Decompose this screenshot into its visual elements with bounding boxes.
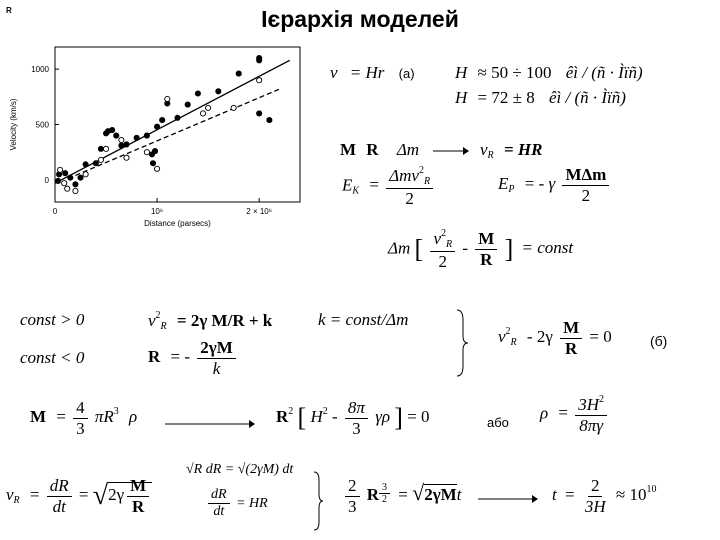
data-point-open — [73, 188, 78, 193]
energy-conservation-eq: Δm [ $\frac{\nu^2_R}{2}$ - $\frac{M}{R}$ ] = const — [388, 228, 574, 271]
data-point-open — [83, 172, 88, 177]
right-brace-icon — [455, 308, 469, 378]
friedmann-like-eq: $R^2$ [ $H^2$ - $\frac{8\pi}{3}$ γρ ] = 0 — [276, 398, 430, 438]
data-point-filled — [185, 102, 190, 107]
right-brace-icon — [312, 470, 324, 532]
data-point-filled — [68, 175, 73, 180]
arrow-icon — [433, 145, 469, 157]
data-point-filled — [114, 133, 119, 138]
dR-dt-HR-eq: $\frac{dR}{dt}$ = HR — [205, 487, 268, 520]
data-point-filled — [150, 161, 155, 166]
data-point-open — [257, 78, 262, 83]
data-point-open — [165, 96, 170, 101]
y-tick-label: 500 — [35, 120, 49, 130]
data-point-filled — [216, 89, 221, 94]
data-point-filled — [175, 115, 180, 120]
data-point-open — [98, 157, 103, 162]
recession-velocity-eq: $\nu_R$ = HR — [480, 140, 543, 161]
data-point-open — [144, 150, 149, 155]
data-point-open — [206, 105, 211, 110]
data-point-open — [231, 105, 236, 110]
critical-density-eq: ρ = $\frac{3H^2}{8\pi\gamma}$ — [540, 394, 610, 435]
data-point-filled — [55, 178, 60, 183]
mass-sphere-eq: M = $\frac{4}{3}$ $\pi R^3$ ρ — [30, 398, 138, 438]
data-point-filled — [257, 58, 262, 63]
data-point-filled — [83, 162, 88, 167]
data-point-filled — [98, 146, 103, 151]
arrow-icon — [165, 418, 255, 430]
hubble-scatter-chart — [0, 40, 320, 240]
k-definition-eq: k = const/Δm — [318, 310, 409, 329]
data-point-filled — [195, 91, 200, 96]
hubble-constant-estimate-1: H ≈ 50 ÷ 100 êì / (ñ · Ìïñ) — [455, 63, 643, 82]
data-point-open — [119, 137, 124, 142]
data-point-filled — [267, 117, 272, 122]
data-point-filled — [124, 142, 129, 147]
solid-fit-line — [55, 60, 290, 183]
data-point-open — [65, 186, 70, 191]
data-point-filled — [119, 143, 124, 148]
data-point-open — [62, 181, 67, 186]
data-point-filled — [144, 133, 149, 138]
potential-energy-eq: $E_P$ = - γ $\frac{\text{MΔm}}{2}$ — [498, 165, 612, 205]
y-tick-label: 0 — [44, 175, 49, 185]
data-point-filled — [154, 124, 159, 129]
label-b: (б) — [650, 333, 668, 349]
positive-constant-condition: const > 0 — [20, 310, 85, 329]
data-point-filled — [78, 175, 83, 180]
kinetic-energy-eq: $E_K$ = $\frac{\Delta m\nu^2_R}{2}$ — [342, 165, 436, 208]
x-tick-label: 2 × 10⁶ — [246, 207, 273, 216]
arrow-icon — [478, 493, 538, 505]
velocity-squared-eq: $\nu^2_R = 2\gamma$ M/R + k — [148, 310, 273, 332]
data-point-filled — [152, 148, 157, 153]
critical-velocity-eq: $\nu^2_R - 2\gamma$ $\frac{M}{R}$ = 0 — [498, 318, 612, 358]
y-axis-label: Velocity (km/s) — [9, 98, 18, 151]
data-point-filled — [110, 127, 115, 132]
data-point-open — [200, 111, 205, 116]
data-point-filled — [93, 161, 98, 166]
data-point-open — [154, 166, 159, 171]
separated-variables-eq: √R dR = √(2γM) dt — [186, 462, 294, 477]
hubble-constant-estimate-2: H = 72 ± 8 êì / (ñ · Ìïñ) — [455, 88, 626, 107]
data-point-filled — [134, 135, 139, 140]
max-radius-eq: R = - $\frac{2\gamma M}{k}$ — [148, 338, 239, 378]
data-point-filled — [257, 111, 262, 116]
velocity-derivative-eq: $\nu_R$ = $\frac{dR}{dt}$ = √2γ $\frac{M}{R}$ — [6, 476, 152, 516]
y-tick-label: 1000 — [31, 65, 49, 75]
data-point-filled — [236, 71, 241, 76]
hubble-law-eq: ν = Hr (а) — [330, 63, 415, 82]
x-tick-label: 10⁶ — [150, 207, 164, 216]
radius-time-eq: $\frac{2}{3}$ R $\frac{3}{2}$ = √2γMt — [342, 476, 461, 516]
data-point-filled — [63, 171, 68, 176]
plot-frame — [55, 47, 300, 202]
or-label: або — [487, 415, 509, 430]
x-axis-label: Distance (parsecs) — [144, 219, 211, 228]
corner-mark: R — [6, 6, 12, 15]
mass-radius-labels: M R Δm — [340, 140, 420, 159]
data-point-open — [103, 146, 108, 151]
data-point-filled — [160, 117, 165, 122]
x-tick-label: 0 — [52, 207, 58, 216]
page-title: Ієрархія моделей — [261, 6, 459, 32]
universe-age-eq: t = $\frac{2}{3H}$ ≈ $10^{10}$ — [552, 476, 657, 516]
negative-constant-condition: const < 0 — [20, 348, 85, 367]
data-point-open — [124, 155, 129, 160]
data-point-open — [58, 167, 63, 172]
data-point-filled — [73, 182, 78, 187]
